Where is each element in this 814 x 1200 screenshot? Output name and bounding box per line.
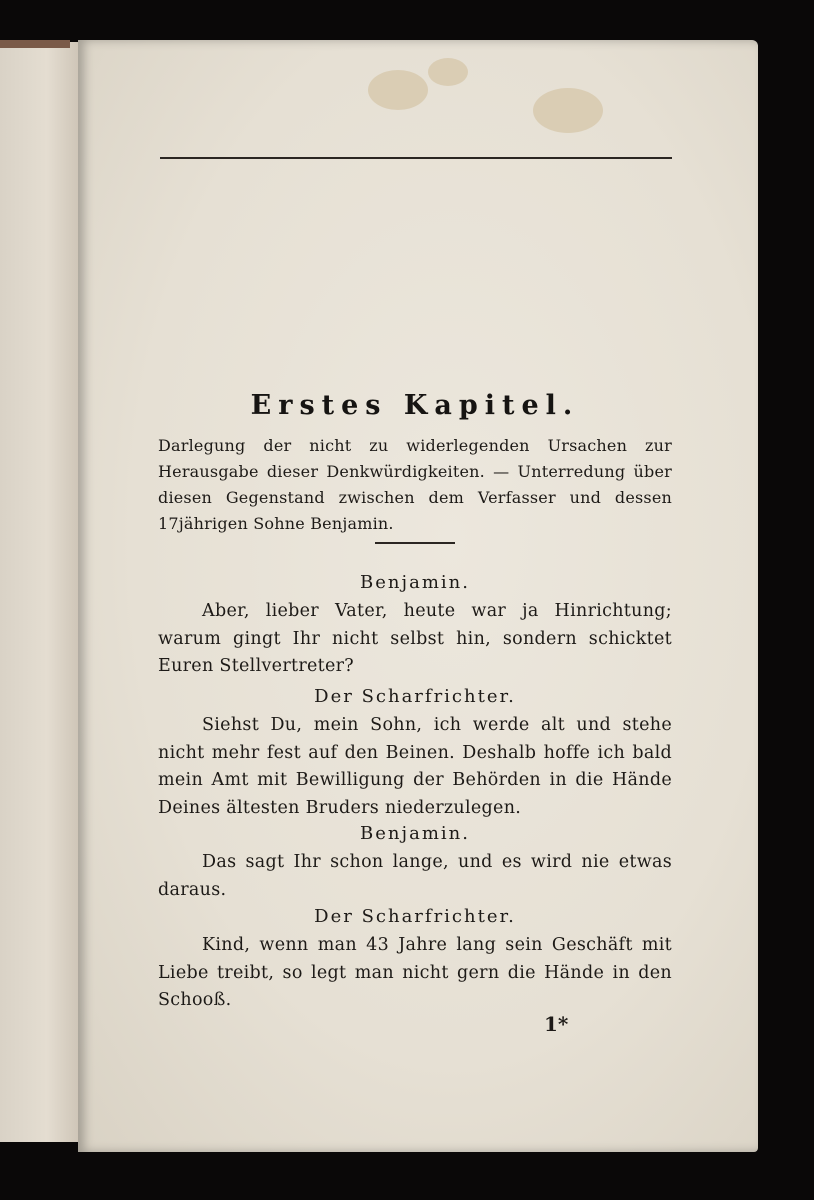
- speaker-label: Der Scharfrichter.: [314, 906, 516, 927]
- paper-stain: [428, 58, 468, 86]
- speaker-label: Der Scharfrichter.: [314, 686, 516, 707]
- top-rule: [160, 157, 672, 159]
- book-page: [78, 40, 758, 1152]
- speaker-label: Benjamin.: [360, 572, 470, 593]
- dialogue-paragraph: Das sagt Ihr schon lange, und es wird nie etwas daraus.: [158, 852, 672, 900]
- dialogue-paragraph: Aber, lieber Vater, heute war ja Hinrichtung; warum gingt Ihr nicht selbst hin, sondern schicktet Euren Stellvertreter?: [158, 601, 672, 676]
- speaker-label: Benjamin.: [360, 823, 470, 844]
- chapter-summary: Darlegung der nicht zu widerlegenden Ursachen zur Herausgabe dieser Denkwürdigkeiten. — Unterredung über diesen Gegenstand zwischen dem Verfasser und dessen 17jährigen Sohne Benjamin.: [158, 436, 672, 533]
- chapter-title: Erstes Kapitel.: [250, 390, 580, 421]
- previous-page-edge: [0, 42, 80, 1142]
- dialogue-paragraph: Kind, wenn man 43 Jahre lang sein Geschäft mit Liebe treibt, so legt man nicht gern die Hände in den Schooß.: [158, 935, 672, 1010]
- paper-stain: [533, 88, 603, 133]
- dialogue-paragraph: Siehst Du, mein Sohn, ich werde alt und stehe nicht mehr fest auf den Beinen. Deshalb hoffe ich bald mein Amt mit Bewilligung der Behörden in die Hände Deines ältesten Bruders niederzulegen.: [158, 715, 672, 818]
- paper-stain: [368, 70, 428, 110]
- section-rule: [375, 542, 455, 544]
- cover-edge: [0, 40, 70, 48]
- signature-mark: 1*: [544, 1012, 569, 1036]
